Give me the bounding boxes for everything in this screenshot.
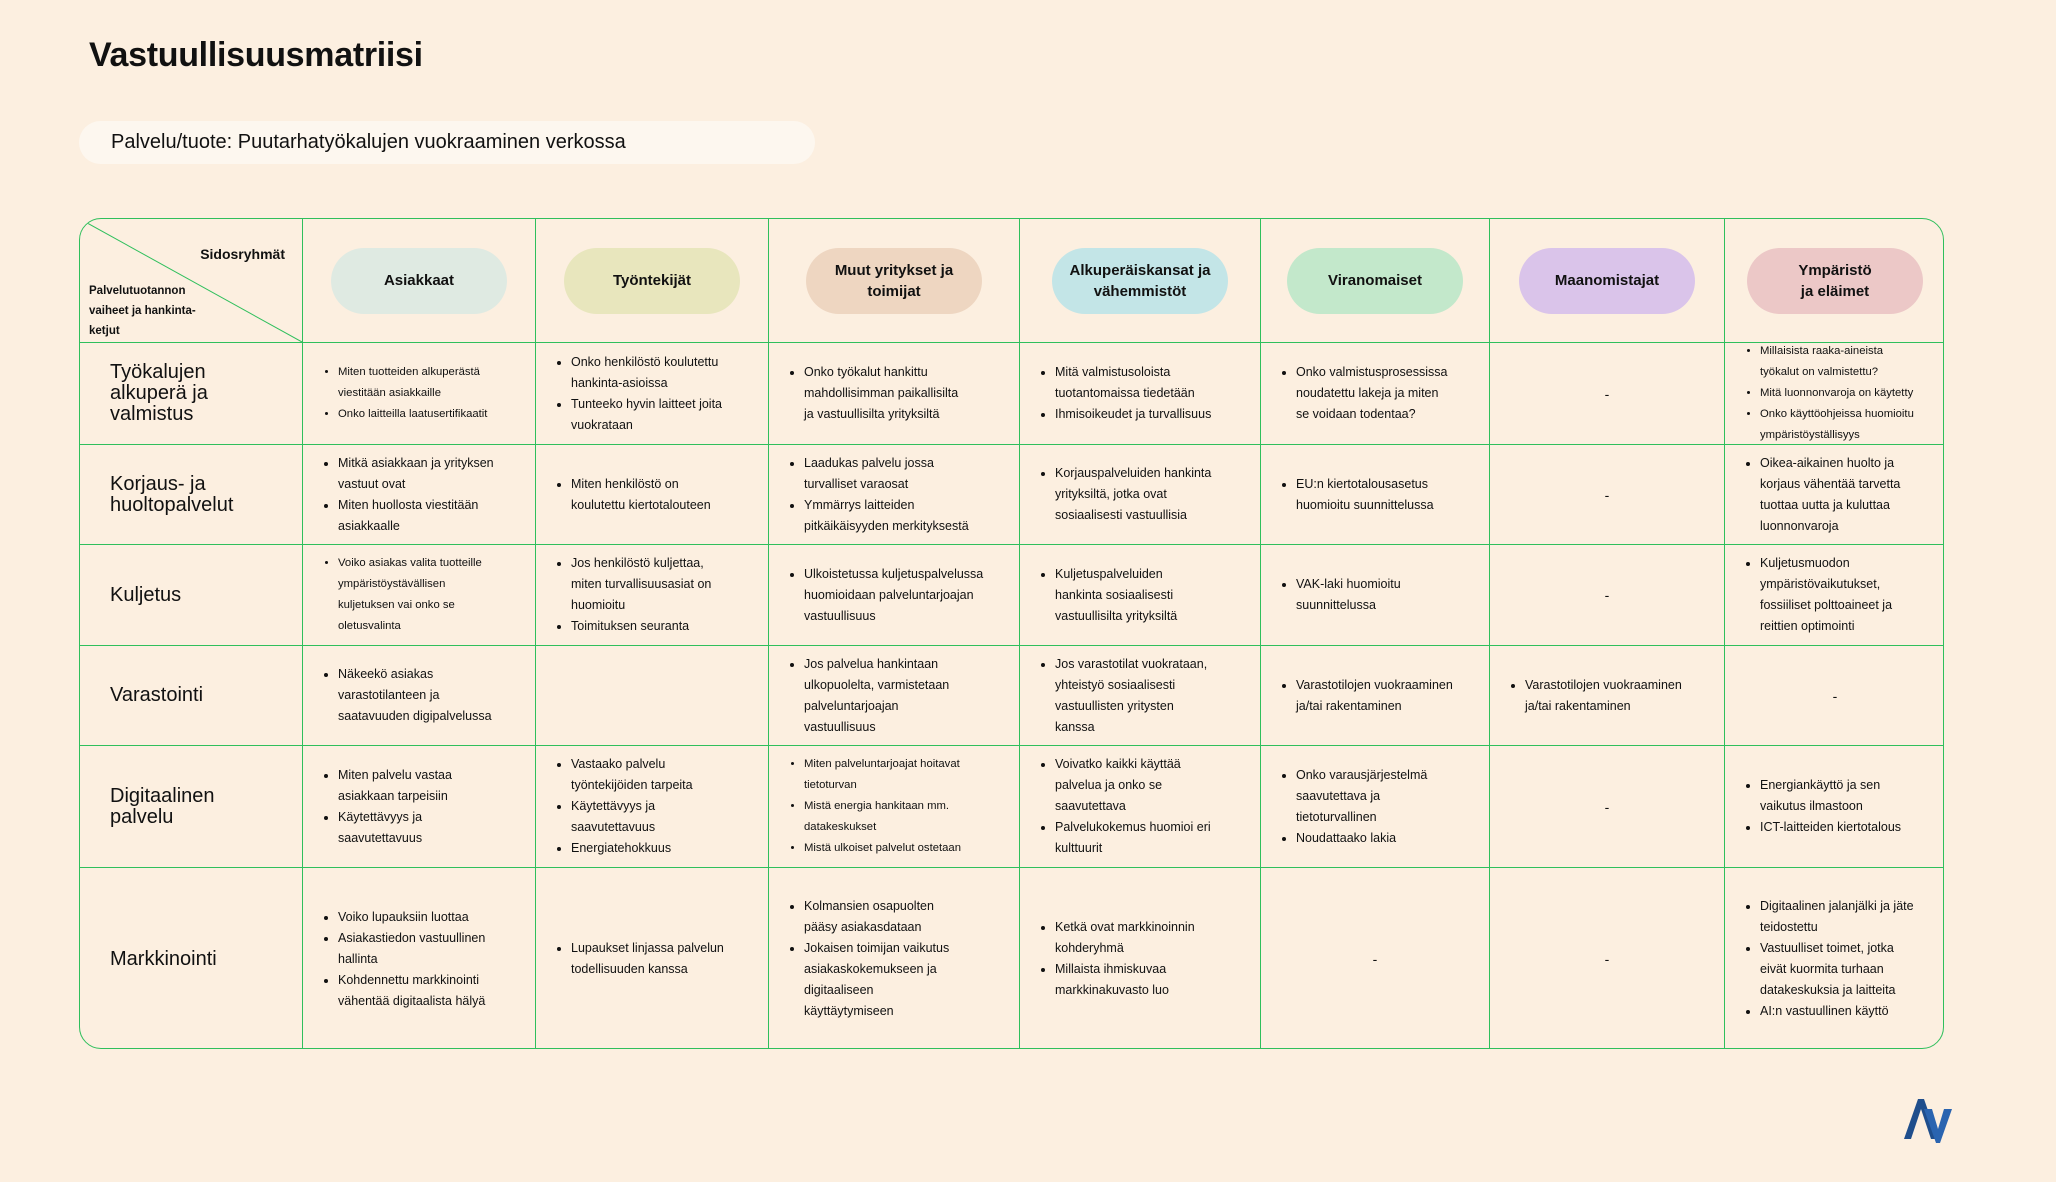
phase-label: Korjaus- ja huoltopalvelut — [80, 445, 303, 545]
bullet-list — [1741, 553, 1892, 637]
bullet-item: • Onko henkilöstö koulutettu hankinta-asioissa — [571, 352, 722, 394]
bullet-item: • Käytettävyys ja saavutettavuus — [571, 796, 693, 838]
stakeholder-pill: Asiakkaat — [331, 248, 507, 314]
page-title: Vastuullisuusmatriisi — [89, 36, 423, 74]
bullet-item: • Ulkoistetussa kuljetuspalvelussa huomioidaan palveluntarjoajan vastuullisuus — [804, 564, 983, 627]
bullet-item: • Mitä luonnonvaroja on käytetty — [1760, 383, 1914, 404]
matrix-cell — [1725, 646, 1944, 746]
matrix-cell — [1261, 646, 1490, 746]
matrix-cell — [1490, 646, 1725, 746]
bullet-list — [1036, 754, 1211, 859]
matrix-cell — [303, 343, 536, 445]
matrix-cell — [1725, 868, 1944, 1049]
bullet-list — [1277, 474, 1434, 516]
bullet-item: • Oikea-aikainen huolto ja korjaus vähentää tarvetta tuottaa uutta ja kuluttaa luonnonvaroja — [1760, 453, 1900, 537]
stakeholder-header-cell — [536, 219, 769, 343]
bullet-item: • Palvelukokemus huomioi eri kulttuurit — [1055, 817, 1211, 859]
stakeholder-pill: Alkuperäiskansat ja vähemmistöt — [1052, 248, 1228, 314]
stakeholder-pill: Viranomaiset — [1287, 248, 1463, 314]
stakeholder-pill: Työntekijät — [564, 248, 740, 314]
empty-dash: - — [1372, 951, 1378, 967]
matrix-cell — [1020, 646, 1261, 746]
bullet-list — [785, 896, 949, 1022]
bullet-item: • Asiakastiedon vastuullinen hallinta — [338, 928, 485, 970]
bullet-item: • Jos palvelua hankintaan ulkopuolelta, varmistetaan palveluntarjoajan vastuullisuus — [804, 654, 949, 738]
matrix-cell — [769, 545, 1020, 646]
bullet-list — [319, 664, 492, 727]
bullet-item: • Millaista ihmiskuvaa markkinakuvasto luo — [1055, 959, 1195, 1001]
bullet-list — [1036, 917, 1195, 1001]
matrix-cell — [1725, 445, 1944, 545]
bullet-item: • Kuljetusmuodon ympäristövaikutukset, fossiiliset polttoaineet ja reittien optimointi — [1760, 553, 1892, 637]
matrix-cell — [769, 445, 1020, 545]
phase-label: Varastointi — [80, 646, 303, 746]
phase-label: Kuljetus — [80, 545, 303, 646]
bullet-list — [319, 907, 485, 1012]
matrix-cell — [1020, 746, 1261, 868]
bullet-list — [785, 654, 949, 738]
bullet-list — [1741, 453, 1900, 537]
bullet-list — [552, 938, 724, 980]
bullet-item: • Kohdennettu markkinointi vähentää digitaalista hälyä — [338, 970, 485, 1012]
matrix-cell — [1020, 343, 1261, 445]
matrix-cell — [536, 746, 769, 868]
bullet-item: • Ketkä ovat markkinoinnin kohderyhmä — [1055, 917, 1195, 959]
stakeholder-pill: Ympäristö ja eläimet — [1747, 248, 1923, 314]
matrix-cell — [1261, 746, 1490, 868]
matrix-cell — [303, 746, 536, 868]
empty-dash: - — [1604, 486, 1610, 503]
matrix-cell — [536, 646, 769, 746]
bullet-item: • AI:n vastuullinen käyttö — [1760, 1001, 1914, 1022]
matrix-cell — [1020, 445, 1261, 545]
matrix-cell — [1490, 445, 1725, 545]
bullet-item: • Miten palveluntarjoajat hoitavat tietoturvan — [804, 754, 961, 796]
bullet-item: • Jokaisen toimijan vaikutus asiakaskokemukseen ja digitaaliseen käyttäytymiseen — [804, 938, 949, 1022]
empty-dash: - — [1604, 798, 1610, 815]
empty-dash: - — [1832, 687, 1838, 704]
matrix-cell — [536, 545, 769, 646]
stakeholder-header-cell — [1261, 219, 1490, 343]
bullet-item: • Ymmärrys laitteiden pitkäikäisyyden merkityksestä — [804, 495, 969, 537]
bullet-item: • Miten huollosta viestitään asiakkaalle — [338, 495, 494, 537]
bullet-list — [1741, 775, 1901, 838]
matrix-cell — [769, 343, 1020, 445]
empty-dash: - — [1604, 587, 1610, 603]
bullet-list — [319, 553, 482, 637]
bullet-item: • Miten tuotteiden alkuperästä viestitään asiakkaille — [338, 362, 487, 404]
bullet-list — [1277, 574, 1401, 616]
bullet-item: • Onko varausjärjestelmä saavutettava ja tietoturvallinen — [1296, 765, 1427, 828]
bullet-item: • ICT-laitteiden kiertotalous — [1760, 817, 1901, 838]
bullet-list — [1741, 341, 1914, 446]
bullet-item: • Millaisista raaka-aineista työkalut on valmistettu? — [1760, 341, 1914, 383]
bullet-item: • Vastaako palvelu työntekijöiden tarpeita — [571, 754, 693, 796]
matrix-cell — [536, 868, 769, 1049]
bullet-item: • Mistä energia hankitaan mm. datakeskukset — [804, 796, 961, 838]
bullet-item: • Onko valmistusprosessissa noudatettu lakeja ja miten se voidaan todentaa? — [1296, 362, 1447, 425]
av-logo-icon — [1900, 1095, 1956, 1145]
bullet-item: • Digitaalinen jalanjälki ja jäte teidostettu — [1760, 896, 1914, 938]
matrix-cell — [1725, 343, 1944, 445]
stakeholder-pill: Maanomistajat — [1519, 248, 1695, 314]
matrix-cell — [1020, 545, 1261, 646]
bullet-item: • Onko työkalut hankittu mahdollisimman paikallisilta ja vastuullisilta yrityksiltä — [804, 362, 958, 425]
bullet-list — [552, 553, 711, 637]
bullet-item: • Miten henkilöstö on koulutettu kiertotalouteen — [571, 474, 711, 516]
phase-label: Markkinointi — [80, 868, 303, 1049]
matrix-cell — [1725, 545, 1944, 646]
bullet-list — [785, 362, 958, 425]
bullet-item: • Varastotilojen vuokraaminen ja/tai rakentaminen — [1525, 675, 1682, 717]
bullet-item: • Energiatehokkuus — [571, 838, 693, 859]
matrix-cell — [1490, 343, 1725, 445]
matrix-cell — [769, 868, 1020, 1049]
bullet-list — [785, 754, 961, 859]
phase-label: Työkalujen alkuperä ja valmistus — [80, 343, 303, 445]
bullet-item: • Ihmisoikeudet ja turvallisuus — [1055, 404, 1211, 425]
bullet-item: • Voiko lupauksiin luottaa — [338, 907, 485, 928]
bullet-list — [1036, 564, 1177, 627]
matrix-cell — [536, 343, 769, 445]
bullet-item: • Voivatko kaikki käyttää palvelua ja onko se saavutettava — [1055, 754, 1211, 817]
bullet-item: • Tunteeko hyvin laitteet joita vuokrataan — [571, 394, 722, 436]
bullet-item: • Noudattaako lakia — [1296, 828, 1427, 849]
matrix-cell — [769, 746, 1020, 868]
matrix-cell — [1490, 868, 1725, 1049]
corner-label-phases: Palvelutuotannon vaiheet ja hankinta-ketjut — [89, 285, 196, 337]
matrix-cell — [303, 445, 536, 545]
bullet-item: • EU:n kiertotalousasetus huomioitu suunnittelussa — [1296, 474, 1434, 516]
bullet-list — [1036, 654, 1207, 738]
bullet-item: • Vastuulliset toimet, jotka eivät kuormita turhaan datakeskuksia ja laitteita — [1760, 938, 1914, 1001]
service-description: Palvelu/tuote: Puutarhatyökalujen vuokraaminen verkossa — [79, 121, 815, 164]
bullet-item: • VAK-laki huomioitu suunnittelussa — [1296, 574, 1401, 616]
matrix-cell — [1261, 343, 1490, 445]
bullet-list — [1277, 675, 1453, 717]
stakeholder-pill: Muut yritykset ja toimijat — [806, 248, 982, 314]
bullet-item: • Miten palvelu vastaa asiakkaan tarpeisiin — [338, 765, 452, 807]
bullet-list — [785, 453, 969, 537]
bullet-item: • Jos varastotilat vuokrataan, yhteistyö sosiaalisesti vastuullisten yritysten kanssa — [1055, 654, 1207, 738]
bullet-item: • Kuljetuspalveluiden hankinta sosiaalisesti vastuullisilta yrityksiltä — [1055, 564, 1177, 627]
matrix-cell — [303, 545, 536, 646]
matrix-cell — [536, 445, 769, 545]
matrix-cell — [1020, 868, 1261, 1049]
bullet-list — [1036, 362, 1211, 425]
matrix-cell — [303, 646, 536, 746]
bullet-item: • Käytettävyys ja saavutettavuus — [338, 807, 452, 849]
bullet-item: • Korjauspalveluiden hankinta yrityksiltä, jotka ovat sosiaalisesti vastuullisia — [1055, 463, 1211, 526]
bullet-list — [785, 564, 983, 627]
bullet-item: • Toimituksen seuranta — [571, 616, 711, 637]
matrix-cell — [303, 868, 536, 1049]
matrix-cell — [1261, 445, 1490, 545]
bullet-item: • Lupaukset linjassa palvelun todellisuuden kanssa — [571, 938, 724, 980]
bullet-item: • Jos henkilöstö kuljettaa, miten turvallisuusasiat on huomioitu — [571, 553, 711, 616]
empty-dash: - — [1604, 385, 1610, 402]
stakeholder-header-cell — [769, 219, 1020, 343]
bullet-list — [319, 765, 452, 849]
matrix-cell — [769, 646, 1020, 746]
stakeholder-header-cell — [1020, 219, 1261, 343]
stakeholder-header-cell — [303, 219, 536, 343]
stakeholder-header-cell — [1725, 219, 1944, 343]
bullet-list — [319, 362, 487, 425]
bullet-list — [552, 474, 711, 516]
matrix-cell — [1725, 746, 1944, 868]
bullet-item: • Onko käyttöohjeissa huomioitu ympäristöyställisyys — [1760, 404, 1914, 446]
bullet-item: • Mitkä asiakkaan ja yrityksen vastuut ovat — [338, 453, 494, 495]
bullet-item: • Voiko asiakas valita tuotteille ympäristöystävällisen kuljetuksen vai onko se oletusvalinta — [338, 553, 482, 637]
matrix-corner — [80, 219, 303, 343]
stakeholder-header-cell — [1490, 219, 1725, 343]
bullet-item: • Mitä valmistusoloista tuotantomaissa tiedetään — [1055, 362, 1211, 404]
matrix-cell — [1261, 545, 1490, 646]
bullet-list — [319, 453, 494, 537]
bullet-list — [1277, 362, 1447, 425]
corner-label-stakeholders: Sidosryhmät — [200, 246, 285, 262]
bullet-list — [1506, 675, 1682, 717]
bullet-list — [552, 754, 693, 859]
matrix-cell — [1490, 545, 1725, 646]
bullet-list — [552, 352, 722, 436]
bullet-item: • Energiankäyttö ja sen vaikutus ilmastoon — [1760, 775, 1901, 817]
bullet-item: • Laadukas palvelu jossa turvalliset varaosat — [804, 453, 969, 495]
bullet-item: • Mistä ulkoiset palvelut ostetaan — [804, 838, 961, 859]
responsibility-matrix — [79, 218, 1944, 1049]
empty-dash: - — [1604, 951, 1610, 967]
bullet-item: • Onko laitteilla laatusertifikaatit — [338, 404, 487, 425]
matrix-cell — [1261, 868, 1490, 1049]
bullet-list — [1741, 896, 1914, 1022]
bullet-list — [1036, 463, 1211, 526]
bullet-item: • Näkeekö asiakas varastotilanteen ja saatavuuden digipalvelussa — [338, 664, 492, 727]
matrix-cell — [1490, 746, 1725, 868]
bullet-item: • Kolmansien osapuolten pääsy asiakasdataan — [804, 896, 949, 938]
bullet-item: • Varastotilojen vuokraaminen ja/tai rakentaminen — [1296, 675, 1453, 717]
bullet-list — [1277, 765, 1427, 849]
phase-label: Digitaalinen palvelu — [80, 746, 303, 868]
